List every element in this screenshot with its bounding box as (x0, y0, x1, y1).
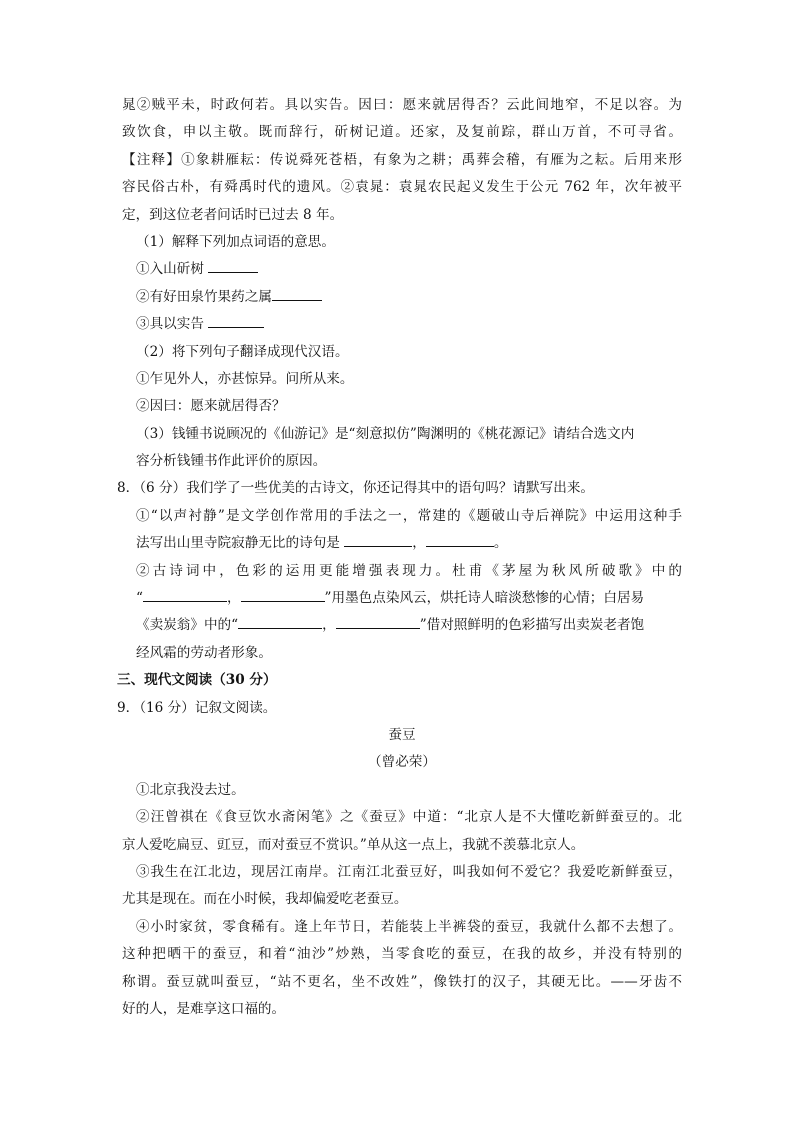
question-8-part-2-cont: 经风霜的劳动者形象。 (136, 644, 272, 661)
prompt-text: 《卖炭翁》中的“ (136, 617, 239, 634)
page-content (117, 92, 682, 1023)
question-8-part-2-cont (122, 612, 682, 639)
period: 。 (493, 535, 508, 552)
question-8-part-1-cont (122, 530, 682, 557)
article-paragraph-2: ②汪曾祺在《食豆饮水斋闲笔》之《蚕豆》中道：“北京人是不大懂吃新鲜蚕豆的。北 (136, 809, 682, 826)
answer-blank[interactable] (208, 257, 258, 273)
article-paragraph-3-cont: 尤其是现在。而在小时候，我却偏爱吃老蚕豆。 (122, 891, 408, 908)
annotation-line: 【注释】①象耕雁耘：传说舜死苍梧，有象为之耕；禹葬会稽，有雁为之耘。后用来形 (122, 151, 682, 168)
question-7-item-2 (122, 284, 682, 311)
answer-blank[interactable] (241, 586, 325, 602)
quote-open: “ (136, 590, 143, 607)
article-paragraph-3: ③我生在江北边，现居江南岸。江南江北蚕豆好，叫我如何不爱它？我爱吃新鲜蚕豆， (136, 863, 682, 880)
question-7-item-3 (122, 311, 682, 338)
question-8-part-2-cont (122, 585, 682, 612)
passage-line: 致饮食，申以主敬。既而辞行，斫树记道。还家，及复前踪，群山万首，不可寻省。 (122, 124, 682, 141)
section-heading: 三、现代文阅读（30 分） (117, 672, 277, 689)
question-7-sub-1: （1）解释下列加点词语的意思。 (136, 233, 335, 250)
article-paragraph-4-cont: 称谓。蚕豆就叫蚕豆，“站不更名，坐不改姓”，像铁打的汉子，其硬无比。——牙齿不 (122, 973, 682, 990)
answer-blank[interactable] (272, 285, 322, 301)
item-text: ①入山斫树 (136, 261, 204, 278)
article-paragraph-4: ④小时家贫，零食稀有。逢上年节日，若能装上半裤袋的蚕豆，我就什么都不去想了。 (136, 918, 682, 935)
separator: ， (412, 535, 426, 552)
item-text: ②有好田泉竹果药之属 (136, 288, 272, 305)
question-7-sub-3: （3）钱锺书说顾况的《仙游记》是“刻意拟仿”陶渊明的《桃花源记》请结合选文内 (136, 425, 635, 442)
answer-blank[interactable] (208, 312, 264, 328)
separator: ， (322, 617, 336, 634)
question-7-item-5: ②因曰：愿来就居得否？ (136, 398, 286, 415)
question-8-part-2: ②古诗词中，色彩的运用更能增强表现力。杜甫《茅屋为秋风所破歌》中的 (136, 562, 682, 579)
answer-blank[interactable] (143, 586, 227, 602)
question-8-part-1: ①“以声衬静”是文学创作常用的手法之一，常建的《题破山寺后禅院》中运用这种手 (136, 507, 682, 524)
answer-blank[interactable] (426, 531, 494, 547)
question-7-item-4: ①乍见外人，亦甚惊异。问所从来。 (136, 370, 354, 387)
answer-blank[interactable] (344, 531, 412, 547)
answer-blank[interactable] (238, 613, 322, 629)
article-paragraph-4-cont: 这种把晒干的蚕豆，和着“油沙”炒熟，当零食吃的蚕豆，在我的故乡，并没有特别的 (122, 946, 682, 963)
question-7-sub-2: （2）将下列句子翻译成现代汉语。 (136, 343, 349, 360)
prompt-text: ”借对照鲜明的色彩描写出卖炭老者饱 (419, 617, 645, 634)
separator: ， (226, 590, 241, 607)
question-7-item-1 (122, 256, 682, 283)
annotation-line: 容民俗古朴，有舜禹时代的遗风。②袁晁：袁晁农民起义发生于公元 762 年，次年被平 (122, 179, 682, 196)
article-author: （曾必荣） (368, 754, 436, 771)
passage-line: 晁②贼平未，时政何若。具以实告。因曰：愿来就居得否？云此间地窄，不足以容。为 (122, 97, 682, 113)
item-text: ③具以实告 (136, 316, 204, 333)
answer-blank[interactable] (336, 613, 420, 629)
question-8-stem: 8．（6 分）我们学了一些优美的古诗文，你还记得其中的语句吗？请默写出来。 (117, 480, 595, 497)
annotation-line: 定，到这位老者问话时已过去 8 年。 (122, 206, 344, 223)
article-paragraph-1: ①北京我没去过。 (136, 781, 245, 798)
article-paragraph-2-cont: 京人爱吃扁豆、豇豆，而对蚕豆不赏识。”单从这一点上，我就不羡慕北京人。 (122, 836, 585, 853)
question-7-sub-3-cont: 容分析钱锺书作此评价的原因。 (136, 453, 327, 470)
prompt-text: ”用墨色点染风云，烘托诗人暗淡愁惨的心情；白居易 (324, 590, 645, 607)
question-9-stem: 9．（16 分）记叙文阅读。 (117, 699, 277, 716)
prompt-text: 法写出山里寺院寂静无比的诗句是 (136, 535, 340, 552)
article-paragraph-4-cont: 好的人，是难享这口福的。 (122, 1000, 286, 1017)
article-title: 蚕豆 (388, 726, 416, 743)
